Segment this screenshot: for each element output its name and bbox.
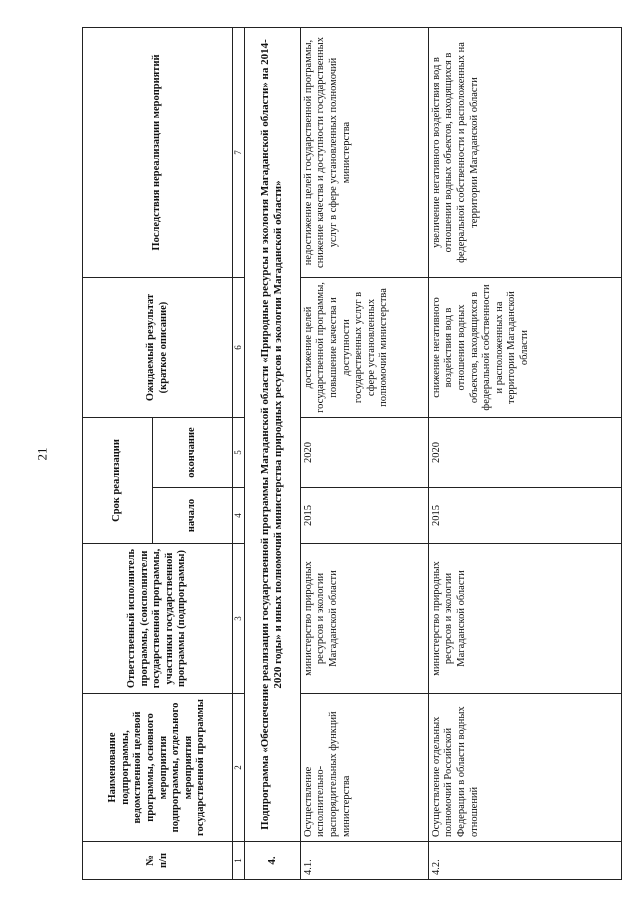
header-term: Срок реализации (83, 418, 153, 544)
row-consequences: увеличение негативного воздействия вод в отношении водных объектов, находящихся в федеральной собственности и расположенных на территории Магаданской области (428, 28, 621, 278)
row-end: 2020 (300, 418, 428, 488)
column-number: 4 (233, 488, 245, 544)
header-consequences: Последствия нереализации мероприятий (83, 28, 233, 278)
row-start: 2015 (428, 488, 621, 544)
column-number: 7 (233, 28, 245, 278)
row-name: Осуществление отдельных полномочий Российской Федерации в области водных отношений (428, 694, 621, 842)
row-num: 4.2. (428, 842, 621, 880)
section-num: 4. (244, 842, 300, 880)
page-number: 21 (34, 447, 50, 461)
column-number: 5 (233, 418, 245, 488)
row-num: 4.1. (300, 842, 428, 880)
column-number: 3 (233, 544, 245, 694)
row-responsible: министерство природных ресурсов и экологии Магаданской области (428, 544, 621, 694)
header-row-1 (83, 28, 153, 880)
section-row (244, 28, 300, 880)
header-name: Наименование подпрограммы, ведомственной целевой программы, основного мероприятия подпрограммы, отдельного мероприятия государственной программы (83, 694, 233, 842)
header-end: окончание (153, 418, 233, 488)
header-result: Ожидаемый результат (краткое описание) (83, 278, 233, 418)
table-row (300, 28, 428, 880)
row-start: 2015 (300, 488, 428, 544)
column-number-row (233, 28, 245, 880)
row-responsible: министерство природных ресурсов и экологии Магаданской области (300, 544, 428, 694)
section-title: Подпрограмма «Обеспечение реализации государственной программы Магаданской области «Природные ресурсы и экология Магаданской области» на 2014-2020 годы» и иных полномочий министерства природных ресурсов и экологии Магаданской области» (244, 28, 300, 842)
row-end: 2020 (428, 418, 621, 488)
header-responsible: Ответственный исполнитель программы, (соисполнители государственной программы, участники государственной программы (подпрограммы) (83, 544, 233, 694)
header-start: начало (153, 488, 233, 544)
row-consequences: недостижение целей государственной программы, снижение качества и доступности государственных услуг в сфере установленных полномочий министерства (300, 28, 428, 278)
rotated-table-wrapper (82, 28, 622, 880)
column-number: 2 (233, 694, 245, 842)
row-name: Осуществление исполнительно-распорядительных функций министерства (300, 694, 428, 842)
program-table (82, 27, 622, 880)
column-number: 6 (233, 278, 245, 418)
header-num: № п/п (83, 842, 233, 880)
row-result: снижение негативного воздействия вод в отношении водных объектов, находящихся в федеральной собственности и расположенных на территории Магаданской области (428, 278, 621, 418)
row-result: достижение целей государственной программы, повышение качества и доступности государственных услуг в сфере установленных полномочий министерства (300, 278, 428, 418)
column-number: 1 (233, 842, 245, 880)
table-row (428, 28, 621, 880)
